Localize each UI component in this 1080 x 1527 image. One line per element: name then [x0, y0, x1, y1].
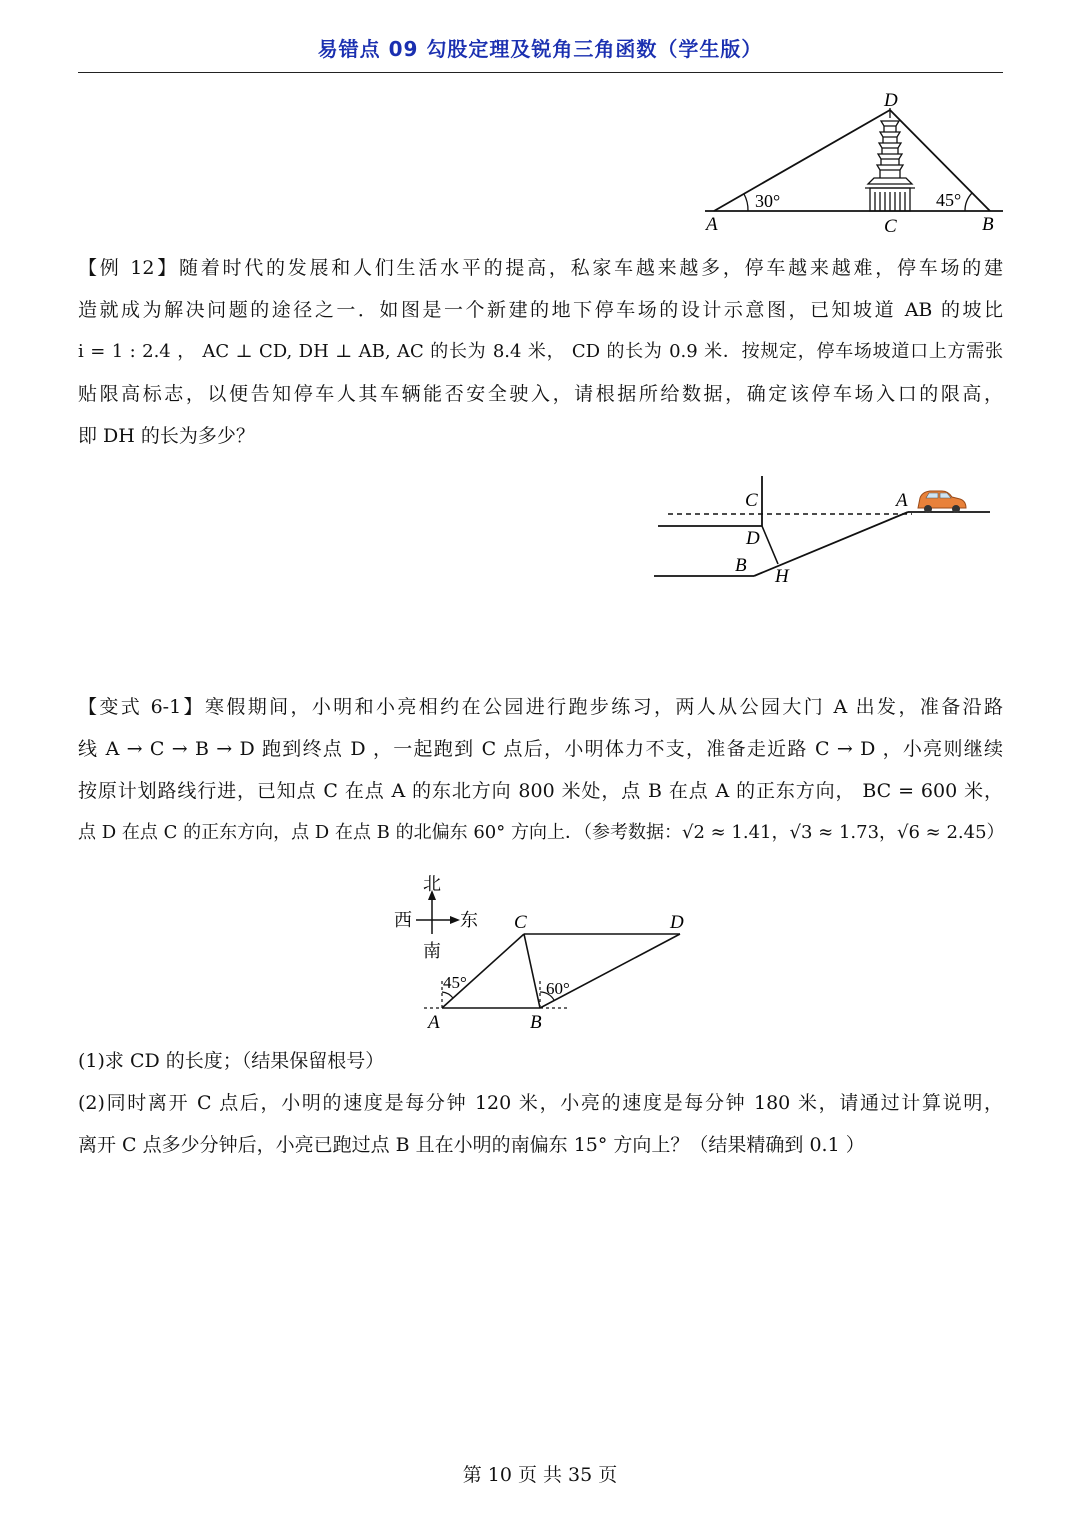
compass-west: 西 — [394, 910, 412, 930]
segment-ad — [714, 110, 890, 211]
label-d: D — [670, 912, 684, 933]
pagoda-icon — [865, 108, 915, 211]
compass-north: 北 — [423, 874, 441, 894]
label-d: D — [884, 90, 898, 111]
page-number-footer: 第 10 页 共 35 页 — [462, 1464, 618, 1486]
question-2-line-2: 离开 C 点多少分钟后，小亮已跑过点 B 且在小明的南偏东 15° 方向上？（结果精确到 0.1 ） — [78, 1134, 865, 1156]
label-h: H — [775, 566, 789, 587]
label-a: A — [706, 214, 718, 235]
angle-arc-a — [744, 194, 748, 211]
angle-a-label: 30° — [755, 191, 781, 211]
segment-ac — [442, 934, 524, 1008]
car-icon — [918, 491, 966, 513]
example-12-line-1: 【例 12】随着时代的发展和人们生活水平的提高，私家车越来越多，停车越来越难，停车场的建 — [78, 257, 1003, 279]
variant-line-1: 【变式 6-1】寒假期间，小明和小亮相约在公园进行跑步练习，两人从公园大门 A 出发，准备沿路 — [78, 696, 1003, 718]
label-d: D — [746, 528, 760, 549]
example-12-line-2: 造就成为解决问题的途径之一．如图是一个新建的地下停车场的设计示意图，已知坡道 AB 的坡比 — [78, 299, 1003, 321]
segment-cb — [524, 934, 540, 1008]
segment-dh — [762, 526, 778, 564]
angle-arc-a — [442, 992, 453, 998]
parking-ramp-figure — [650, 472, 995, 592]
angle-a-label: 45° — [443, 973, 467, 992]
question-1: (1)求 CD 的长度；（结果保留根号） — [78, 1050, 385, 1072]
variant-line-3: 按原计划路线行进，已知点 C 在点 A 的东北方向 800 米处，点 B 在点 A 的正东方向， BC = 600 米， — [78, 780, 1003, 802]
label-b: B — [982, 214, 994, 235]
questions-block — [78, 1040, 1003, 1166]
compass-south: 南 — [423, 941, 441, 961]
header-divider — [78, 72, 1003, 73]
example-12-line-4: 贴限高标志，以便告知停车人其车辆能否安全驶入，请根据所给数据，确定该停车场入口的限高， — [78, 383, 1003, 405]
angle-arc-b — [965, 193, 972, 211]
label-c: C — [884, 216, 897, 237]
compass-east: 东 — [460, 910, 478, 930]
tower-triangle-figure — [700, 88, 1010, 238]
label-b: B — [735, 555, 747, 576]
example-12-problem — [78, 247, 1003, 457]
compass-route-figure — [390, 868, 700, 1038]
angle-b-label: 60° — [546, 979, 570, 998]
east-arrow-icon — [450, 916, 460, 924]
label-c: C — [514, 912, 527, 933]
variant-6-1-problem — [78, 686, 1003, 854]
page-header-title: 易错点 09 勾股定理及锐角三角函数（学生版） — [317, 37, 763, 61]
angle-b-label: 45° — [936, 190, 962, 210]
label-c: C — [745, 490, 758, 511]
label-a: A — [428, 1012, 440, 1033]
variant-line-4: 点 D 在点 C 的正东方向，点 D 在点 B 的北偏东 60° 方向上．（参考数据：√2 ≈ 1.41，√3 ≈ 1.73，√6 ≈ 2.45） — [78, 822, 1005, 843]
example-12-line-3: i = 1 : 2.4 ， AC ⊥ CD, DH ⊥ AB, AC 的长为 8.4 米， CD 的长为 0.9 米．按规定，停车场坡道口上方需张 — [78, 341, 1003, 362]
question-2-line-1: (2)同时离开 C 点后，小明的速度是每分钟 120 米，小亮的速度是每分钟 180 米，请通过计算说明， — [78, 1092, 1003, 1114]
example-12-line-5: 即 DH 的长为多少？ — [78, 425, 255, 447]
label-b: B — [530, 1012, 542, 1033]
variant-line-2: 线 A → C → B → D 跑到终点 D ，一起跑到 C 点后，小明体力不支，准备走近路 C → D ，小亮则继续 — [78, 738, 1003, 760]
compass-rose — [416, 890, 460, 934]
label-a: A — [896, 490, 908, 511]
